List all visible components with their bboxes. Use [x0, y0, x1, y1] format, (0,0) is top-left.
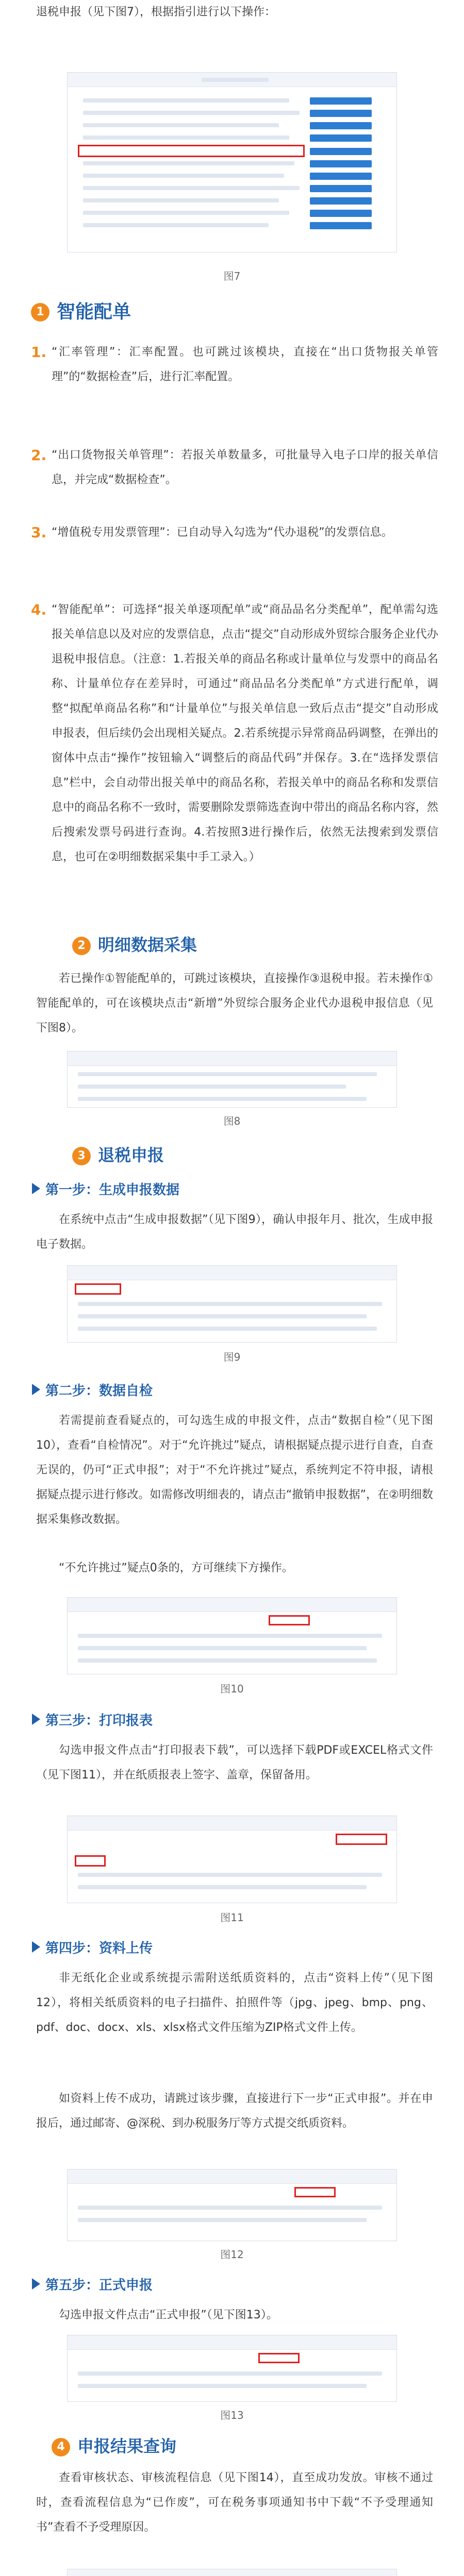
step-1-text: 在系统中点击“生成申报数据”（见下图9），确认申报年月、批次，生成申报电子数据。	[36, 1213, 433, 1251]
step-2-header	[32, 1379, 153, 1400]
figure-9-caption: 图9	[223, 1351, 241, 1363]
step-arrow-icon	[32, 1183, 40, 1194]
intro-paragraph: 退税申报（见下图7），根据指引进行以下操作：	[36, 6, 276, 19]
figure-13-caption: 图13	[220, 2409, 244, 2421]
step-5-label: 第五步：正式申报	[45, 2277, 153, 2293]
step-1-header	[32, 1178, 179, 1199]
section-4-title: 申报结果查询	[77, 2436, 177, 2456]
figure-10-screenshot	[67, 1597, 397, 1674]
figure-13-screenshot	[67, 2335, 397, 2402]
item-2-text: “出口货物报关单管理”：若报关单数量多，可批量导入电子口岸的报关单信息，并完成“数据检查”。	[52, 449, 438, 486]
figure-7-screenshot	[67, 72, 397, 252]
step-4-header	[32, 1936, 153, 1958]
item-1-number: 1.	[31, 344, 47, 361]
item-3-text: “增值税专用发票管理”：已自动导入勾选为“代办退税”的发票信息。	[52, 526, 393, 539]
figure-12-screenshot	[67, 2169, 397, 2241]
step-4-text-2: 如资料上传不成功，请跳过该步骤，直接进行下一步“正式申报”。并在申报后，通过邮寄、@深税、到办税服务厅等方式提交纸质资料。	[36, 2092, 433, 2130]
section-4-paragraph: 查看审核状态、审核流程信息（见下图14），直至成功发放。审核不通过时，查看流程信息为“已作废”，可在税务事项通知书中下载“不予受理通知书”查看不予受理原因。	[36, 2471, 433, 2534]
step-2-text: 若需提前查看疑点的，可勾选生成的申报文件，点击“数据自检”（见下图10），查看“自检情况”。对于“允许挑过”疑点，请根据疑点提示进行自查，自查无误的，仍可“正式申报”；对于“不允许挑过”疑点，系统判定不符申报，请根据疑点提示进行修改。如需修改明细表的，请点击“撤销申报数据”，在②明细数据采集修改数据。	[36, 1414, 433, 1526]
item-1-text: “汇率管理”：汇率配置。也可跳过该模块，直接在“出口货物报关单管理”的“数据检查”后，进行汇率配置。	[52, 346, 438, 383]
step-arrow-icon	[32, 1384, 40, 1395]
figure-10-caption: 图10	[220, 1683, 244, 1695]
figure-11-caption: 图11	[220, 1911, 244, 1924]
step-2-label: 第二步：数据自检	[45, 1383, 153, 1399]
figure-7-caption: 图7	[223, 270, 241, 282]
figure-12-caption: 图12	[220, 2248, 244, 2261]
step-arrow-icon	[32, 2278, 40, 2290]
step-1-label: 第一步：生成申报数据	[45, 1182, 180, 1198]
step-arrow-icon	[32, 1714, 40, 1725]
section-3-title: 退税申报	[98, 1145, 164, 1165]
item-3-number: 3.	[31, 524, 47, 541]
step-2-note: “不允许挑过”疑点0条的，方可继续下方操作。	[59, 1562, 293, 1574]
section-2-title: 明细数据采集	[98, 935, 197, 955]
step-5-text: 勾选申报文件点击“正式申报”（见下图13）。	[59, 2309, 278, 2321]
section-2-number: 2	[72, 937, 91, 955]
figure-8-screenshot	[67, 1051, 397, 1108]
section-1-number: 1	[31, 303, 49, 321]
section-1-title: 智能配单	[57, 301, 131, 323]
section-3-number: 3	[72, 1147, 91, 1165]
step-3-label: 第三步：打印报表	[45, 1713, 153, 1728]
step-arrow-icon	[32, 1941, 40, 1953]
item-4-number: 4.	[31, 601, 47, 618]
section-2-paragraph: 若已操作①智能配单的，可跳过该模块，直接操作③退税申报。若未操作①智能配单的，可在该模块点击“新增”外贸综合服务企业代办退税申报信息（见下图8）。	[36, 972, 433, 1035]
item-2-number: 2.	[31, 447, 47, 464]
step-5-header	[32, 2273, 153, 2295]
step-4-label: 第四步：资料上传	[45, 1940, 153, 1956]
section-4-number: 4	[52, 2438, 70, 2456]
figure-14-screenshot	[67, 2569, 397, 2576]
step-4-text: 非无纸化企业或系统提示需附送纸质资料的，点击“资料上传”（见下图12），将相关纸质资料的电子扫描件、拍照件等（jpg、jpeg、bmp、png、pdf、doc、docx、xls、xlsx格式文件压缩为ZIP格式文件上传。	[36, 1972, 433, 2034]
figure-11-screenshot	[67, 1816, 397, 1903]
figure-8-caption: 图8	[223, 1115, 241, 1127]
figure-9-screenshot	[67, 1265, 397, 1343]
step-3-header	[32, 1708, 153, 1730]
step-3-text: 勾选申报文件点击“打印报表下载”，可以选择下载PDF或EXCEL格式文件（见下图11），并在纸质报表上签字、盖章，保留备用。	[36, 1744, 433, 1782]
item-4-text: “智能配单”：可选择“报关单逐项配单”或“商品品名分类配单”，配单需勾选报关单信息以及对应的发票信息，点击“提交”自动形成外贸综合服务企业代办退税申报信息。（注意：1.若报关单的商品名称或计量单位与发票中的商品名称、计量单位存在差异时，可通过“商品品名分类配单”方式进行配单，调整“拟配单商品名称”和“计量单位”与报关单信息一致后点击“提交”自动形成申报表，但后续仍会出现相关疑点。2.若系统提示异常商品码调整，在弹出的窗体中点击“操作”按钮输入“调整后的商品代码”并保存。3.在“选择发票信息”栏中，会自动带出报关单中的商品名称，若报关单中的商品名称和发票信息中的商品名称不一致时，需要删除发票筛选查询中带出的商品名称内容，然后搜索发票号码进行查询。4.若按照3进行操作后，依然无法搜索到发票信息，也可在②明细数据采集中手工录入。）	[52, 603, 438, 863]
